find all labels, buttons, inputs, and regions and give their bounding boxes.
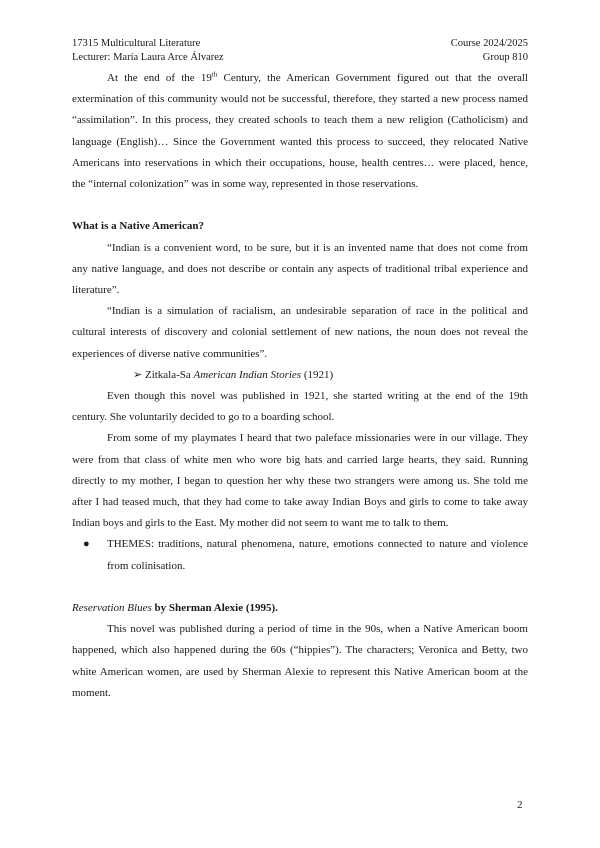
course-code: 17315 Multicultural Literature bbox=[72, 38, 201, 49]
excerpt-paragraph: From some of my playmates I heard that two paleface missionaries were in our village. They were from that class of white men who wore big hats and carried large hearts, they said. Running directly to my mother, I began to question her why these two strangers were among us. She told me after I had teased much, that they had come to take away Indian Boys and girls to come to take away Indian boys and girls to the East. My mother did not seem to want me to talk to them. bbox=[72, 432, 528, 530]
quote-paragraph: “Indian is a simulation of racialism, an undesirable separation of race in the political and cultural interests of discovery and colonial settlement of new nations, the noun does not reveal the experiences of diverse native communities”. bbox=[72, 305, 528, 360]
quote-paragraph: “Indian is a convenient word, to be sure, but it is an invented name that does not come from any native language, and does not describe or contain any aspects of traditional tribal experience and literature”. bbox=[72, 241, 528, 297]
lecturer: Lecturer: María Laura Arce Álvarez bbox=[72, 52, 224, 63]
page-header-line-1 bbox=[72, 37, 528, 50]
section-title: Reservation Blues by Sherman Alexie (1995). bbox=[72, 602, 278, 615]
course-year: Course 2024/2025 bbox=[450, 38, 528, 49]
themes-text: THEMES: traditions, natural phenomena, nature, emotions connected to nature and violence from colinisation. bbox=[107, 538, 528, 572]
intro-paragraph: At the end of the 19th Century, the American Government figured out that the overall extermination of this community would not be successful, therefore, they started a new process named “assimilation”. In this process, they created schools to teach them a new religion (Catholicism) and language (English)… Since the Government wanted this process to succeed, they relocated Native Americans into reservations in which their occupations, house, health centres… were placed, hence, the “internal colonization” was in some way, represented in those reservations. bbox=[72, 70, 528, 191]
spacer bbox=[72, 577, 528, 598]
document-body bbox=[72, 68, 528, 704]
group: Group 810 bbox=[482, 52, 528, 63]
work-list-item: ➢ Zitkala-Sa American Indian Stories (1921) bbox=[133, 368, 334, 381]
body-paragraph: This novel was published during a period of time in the 90s, when a Native American boom happened, which also happened during the 60s (“hippies”). The characters; Veronica and Betty, two white American women, are used by Sherman Alexie to represent this Native American boom at the moment. bbox=[72, 623, 528, 699]
themes-list-item bbox=[72, 534, 528, 576]
work-title: American Indian Stories bbox=[193, 368, 302, 381]
body-paragraph: Even though this novel was published in 1921, she started writing at the end of the 19th century. She voluntarily decided to go to a boarding school. bbox=[72, 390, 528, 424]
section-heading: What is a Native American? bbox=[72, 220, 204, 233]
page-header-line-2 bbox=[72, 51, 528, 64]
bullet-dot-icon: ● bbox=[83, 538, 90, 551]
page-number: 2 bbox=[517, 799, 523, 811]
arrow-bullet-icon: ➢ bbox=[133, 368, 143, 381]
spacer bbox=[72, 195, 528, 216]
